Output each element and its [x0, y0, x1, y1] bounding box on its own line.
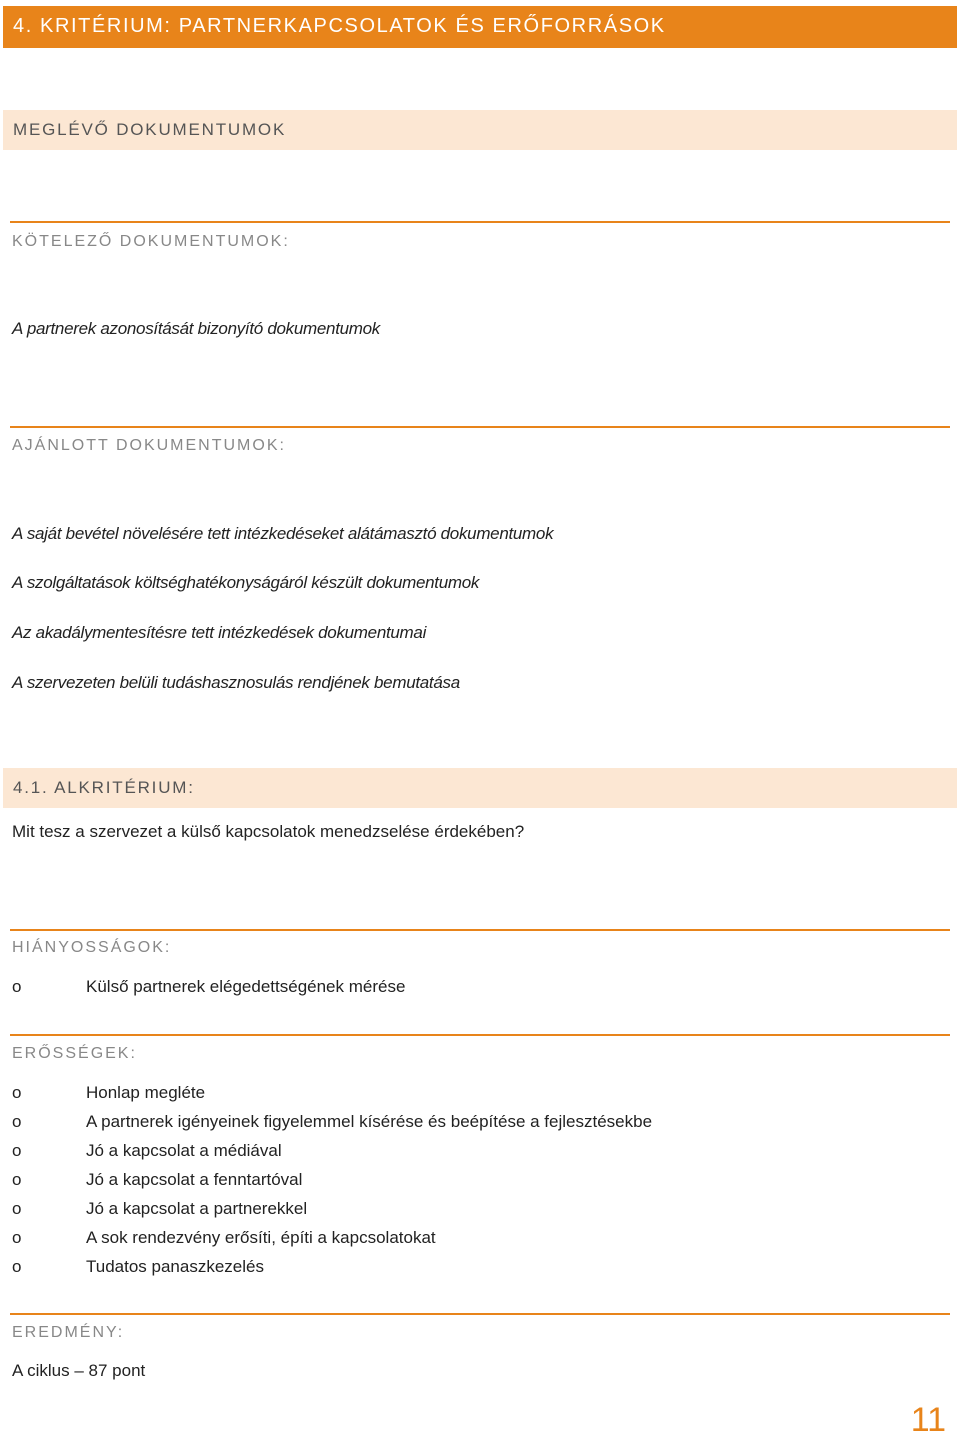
existing-docs-bar	[3, 110, 957, 150]
bullet-icon: o	[12, 1170, 22, 1189]
mandatory-item: A partnerek azonosítását bizonyító dokumentumok	[12, 319, 380, 338]
recommended-item: A szolgáltatások költséghatékonyságáról készült dokumentumok	[12, 573, 480, 592]
recommended-item: A szervezeten belüli tudáshasznosulás rendjének bemutatása	[12, 673, 460, 692]
result-divider	[10, 1313, 950, 1315]
weakness-text: Külső partnerek elégedettségének mérése	[86, 977, 406, 996]
strength-text: Jó a kapcsolat a partnerekkel	[86, 1199, 308, 1218]
strength-text: A partnerek igényeinek figyelemmel kísérése és beépítése a fejlesztésekbe	[86, 1112, 653, 1131]
bullet-icon: o	[12, 1199, 22, 1218]
mandatory-divider	[10, 221, 950, 223]
recommended-item: Az akadálymentesítésre tett intézkedések dokumentumai	[12, 623, 427, 642]
criterion-banner	[3, 6, 957, 48]
result-heading: EREDMÉNY:	[12, 1324, 125, 1341]
bullet-icon: o	[12, 1083, 22, 1102]
strengths-divider	[10, 1034, 950, 1036]
bullet-icon: o	[12, 1112, 22, 1131]
recommended-item: A saját bevétel növelésére tett intézkedéseket alátámasztó dokumentumok	[12, 524, 554, 543]
subcriterion-bar	[3, 768, 957, 808]
bullet-icon: o	[12, 1141, 22, 1160]
strength-text: Honlap megléte	[86, 1083, 206, 1102]
page-number: 11	[910, 1401, 946, 1439]
subcriterion-question: Mit tesz a szervezet a külső kapcsolatok menedzselése érdekében?	[12, 822, 525, 841]
existing-docs-title: MEGLÉVŐ DOKUMENTUMOK	[13, 120, 287, 139]
strength-text: A sok rendezvény erősíti, építi a kapcsolatokat	[86, 1228, 436, 1247]
bullet-icon: o	[12, 1257, 22, 1276]
result-text: A ciklus – 87 pont	[12, 1361, 146, 1380]
bullet-icon: o	[12, 977, 22, 996]
bullet-icon: o	[12, 1228, 22, 1247]
recommended-divider	[10, 426, 950, 428]
subcriterion-title: 4.1. ALKRITÉRIUM:	[13, 778, 195, 797]
strengths-heading: ERŐSSÉGEK:	[12, 1045, 137, 1062]
criterion-title: 4. KRITÉRIUM: PARTNERKAPCSOLATOK ÉS ERŐFORRÁSOK	[13, 15, 666, 37]
strength-text: Jó a kapcsolat a fenntartóval	[86, 1170, 303, 1189]
strength-text: Jó a kapcsolat a médiával	[86, 1141, 282, 1160]
recommended-heading: AJÁNLOTT DOKUMENTUMOK:	[12, 437, 286, 454]
weaknesses-heading: HIÁNYOSSÁGOK:	[12, 939, 172, 956]
strength-text: Tudatos panaszkezelés	[86, 1257, 264, 1276]
mandatory-heading: KÖTELEZŐ DOKUMENTUMOK:	[12, 233, 290, 250]
weaknesses-divider	[10, 929, 950, 931]
